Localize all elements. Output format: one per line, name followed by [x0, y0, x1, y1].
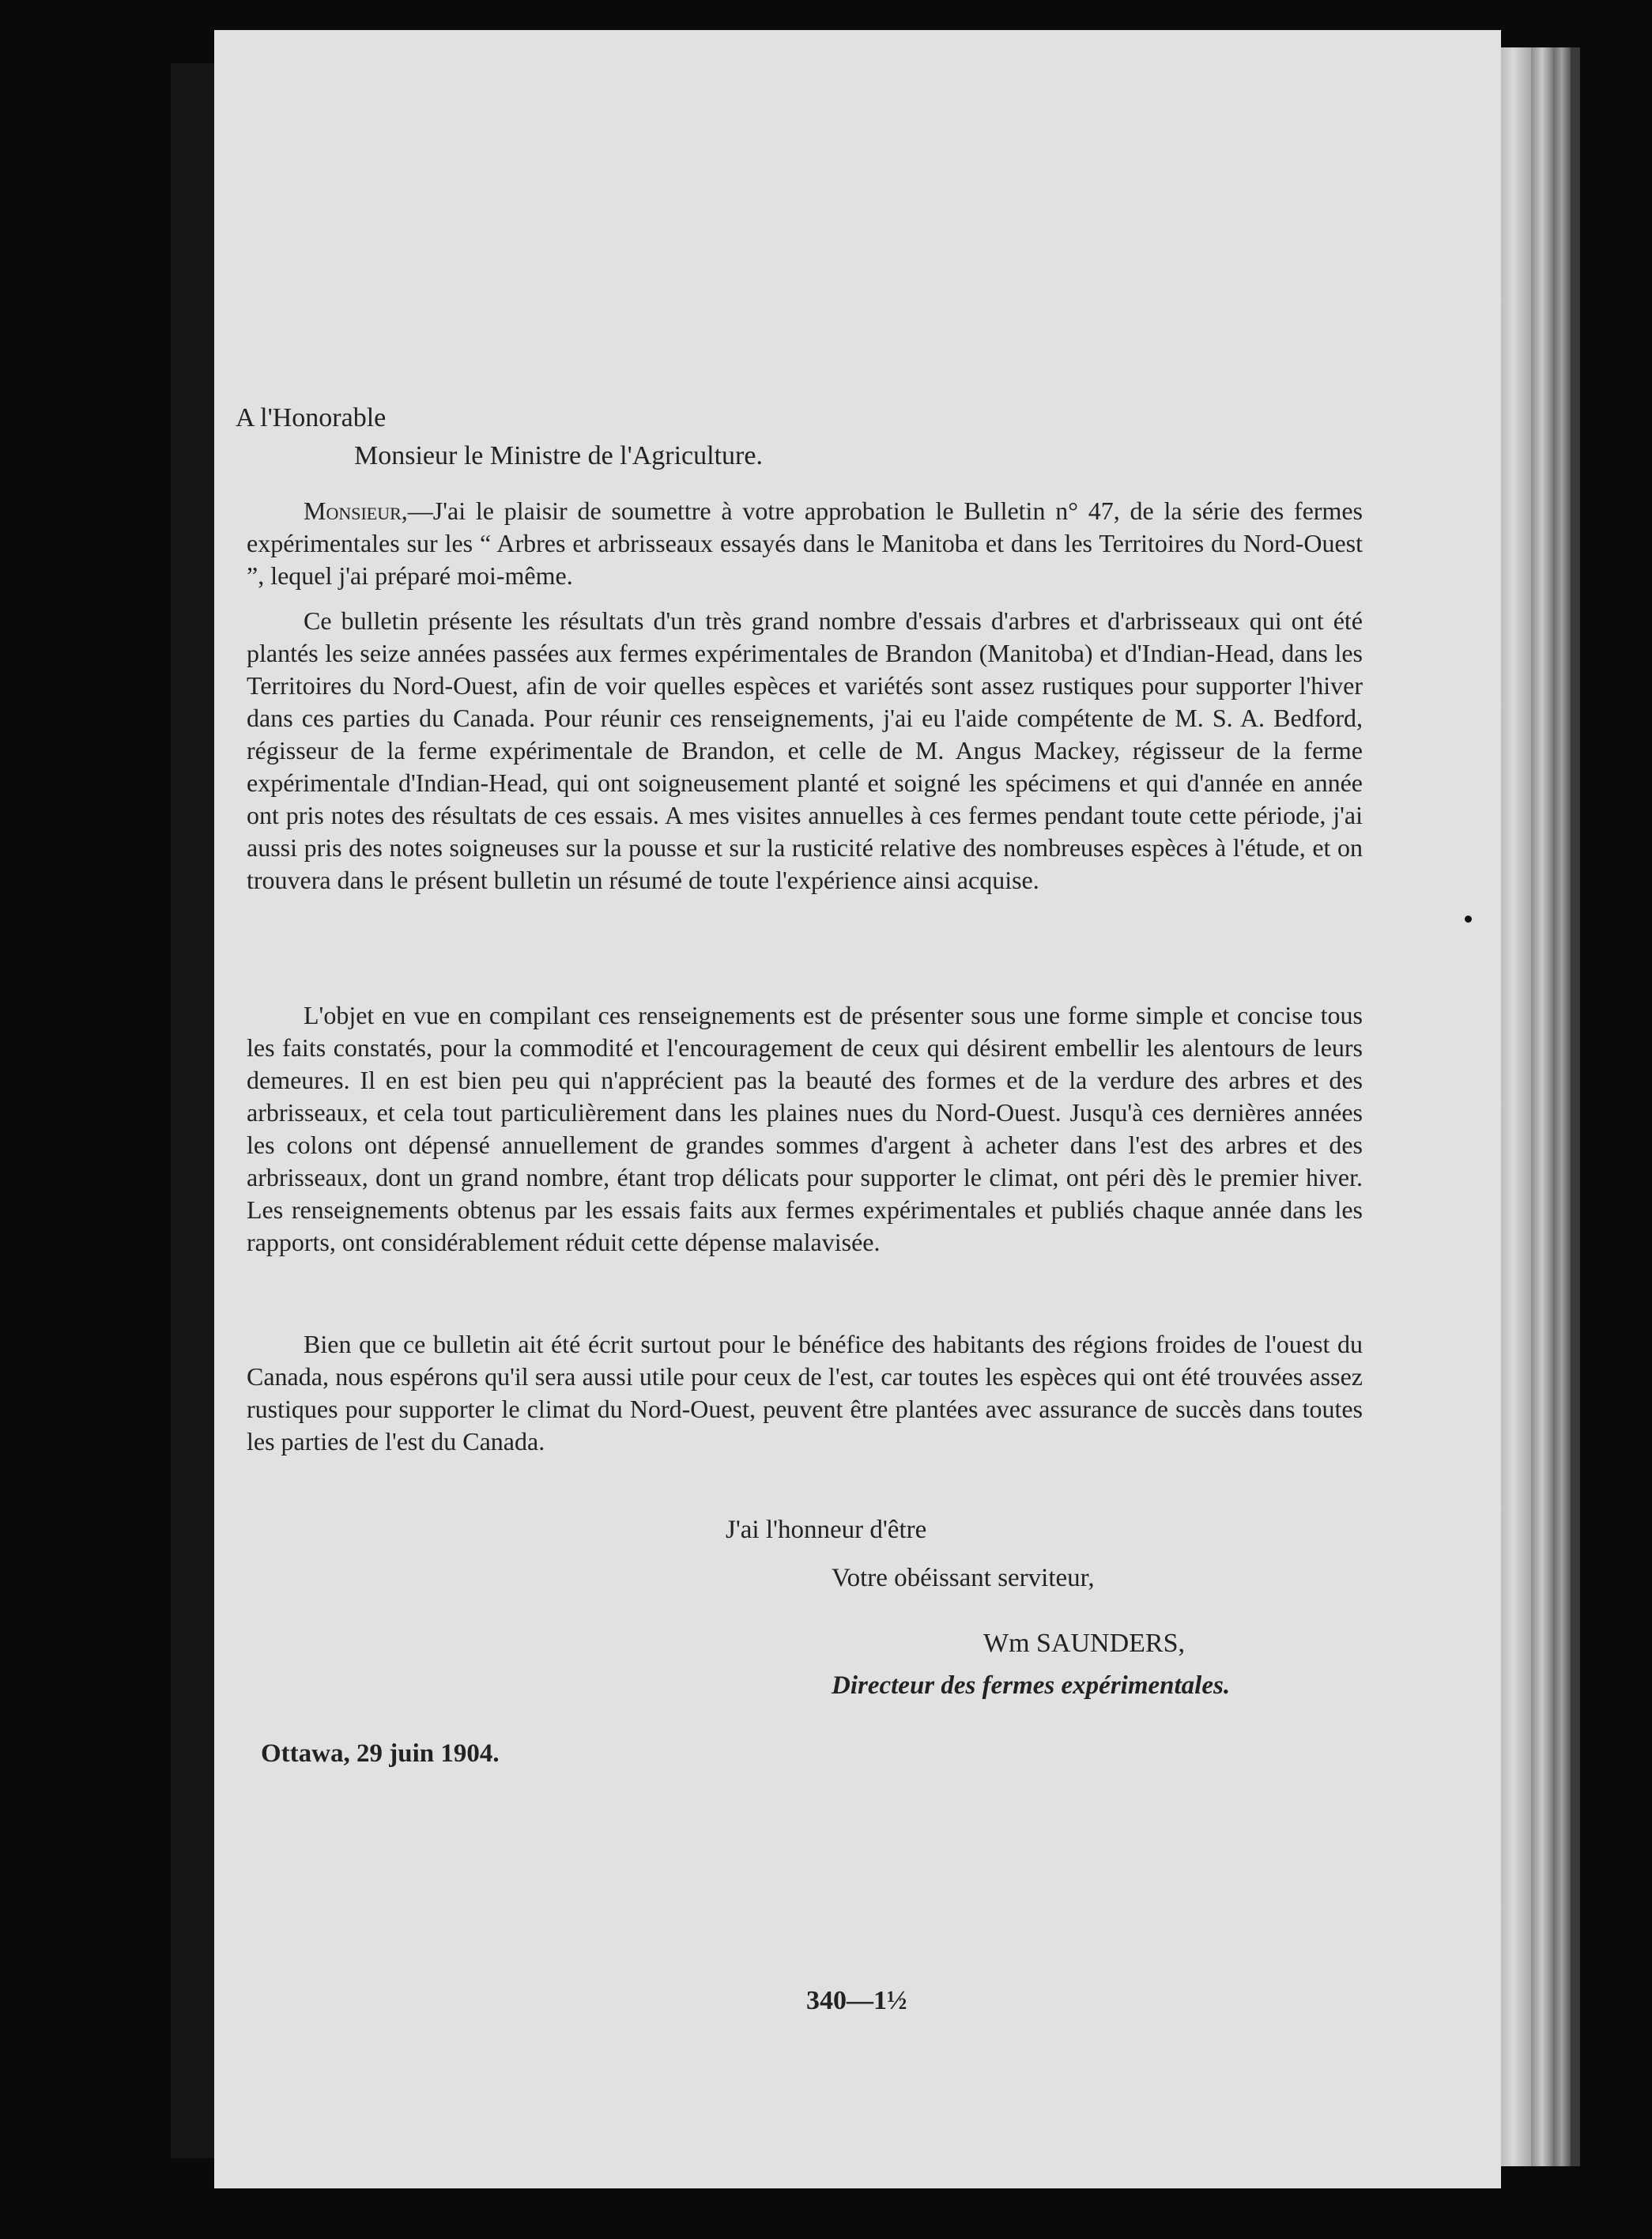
page-edges [1553, 47, 1571, 2166]
closing-line-2: Votre obéissant serviteur, [832, 1564, 1095, 1592]
signature-title: Directeur des fermes expérimentales. [832, 1671, 1231, 1700]
page-edges [1501, 47, 1531, 2166]
paragraph-1 [247, 495, 1363, 592]
dateline: Ottawa, 29 juin 1904. [261, 1739, 500, 1768]
book-spine [171, 63, 214, 2158]
page-edges [1531, 47, 1553, 2166]
addressee-line-1: A l'Honorable [236, 403, 387, 432]
signature-name: Wm SAUNDERS, [983, 1629, 1186, 1658]
salutation: Monsieur, [304, 497, 408, 525]
paragraph-4: Bien que ce bulletin ait été écrit surtout pour le bénéfice des habitants des régions froides de l'ouest du Canada, nous espérons qu'il sera aussi utile pour ceux de l'est, car toutes les espèces qui ont été trouvées assez rustiques pour supporter le climat du Nord-Ouest, peuvent être plantées avec assurance de succès dans toutes les parties de l'est du Canada. [247, 1330, 1363, 1456]
paragraph-2: Ce bulletin présente les résultats d'un très grand nombre d'essais d'arbres et d'arbrisseaux qui ont été plantés les seize années passées aux fermes expérimentales de Brandon (Manitoba) et d'Indian-Head, dans les Territoires du Nord-Ouest, afin de voir quelles espèces et variétés sont assez rustiques pour supporter l'hiver dans ces parties du Canada. Pour réunir ces renseignements, j'ai eu l'aide compétente de M. S. A. Bedford, régisseur de la ferme expérimentale de Brandon, et celle de M. Angus Mackey, régisseur de la ferme expérimentale d'Indian-Head, qui ont soigneusement planté et soigné les spécimens et qui d'année en année ont pris notes des résultats de ces essais. A mes visites annuelles à ces fermes pendant toute cette période, j'ai aussi pris des notes soigneuses sur la pousse et sur la rusticité relative des nombreuses espèces à l'étude, et on trouvera dans le présent bulletin un résumé de toute l'expérience ainsi acquise. [247, 606, 1363, 894]
page-edges [1571, 47, 1580, 2166]
paragraph-3: L'objet en vue en compilant ces renseignements est de présenter sous une forme simple et concise tous les faits constatés, pour la commodité et l'encouragement de ceux qui désirent embellir les alentours de leurs demeures. Il en est bien peu qui n'apprécient pas la beauté des formes et de la verdure des arbres et des arbrisseaux, et cela tout particulièrement dans les plaines nues du Nord-Ouest. Jusqu'à ces dernières années les colons ont dépensé annuellement de grandes sommes d'argent à acheter dans l'est des arbres et des arbrisseaux, dont un grand nombre, étant trop délicats pour supporter le climat, ont péri dès le premier hiver. Les renseignements obtenus par les essais faits aux fermes expérimentales et publiés chaque année dans les rapports, ont considérablement réduit cette dépense malavisée. [247, 1001, 1363, 1256]
closing-line-1: J'ai l'honneur d'être [726, 1516, 927, 1544]
paragraph-1-text: —J'ai le plaisir de soumettre à votre approbation le Bulletin n° 47, de la série des fermes expérimentales sur les “ Arbres et arbrisseaux essayés dans le Manitoba et dans les Territoires du Nord-Ouest ”, lequel j'ai préparé moi-même. [247, 497, 1363, 590]
page-number: 340—1½ [806, 1986, 907, 2015]
ink-speck [1465, 916, 1472, 923]
addressee-line-2: Monsieur le Ministre de l'Agriculture. [354, 441, 763, 470]
